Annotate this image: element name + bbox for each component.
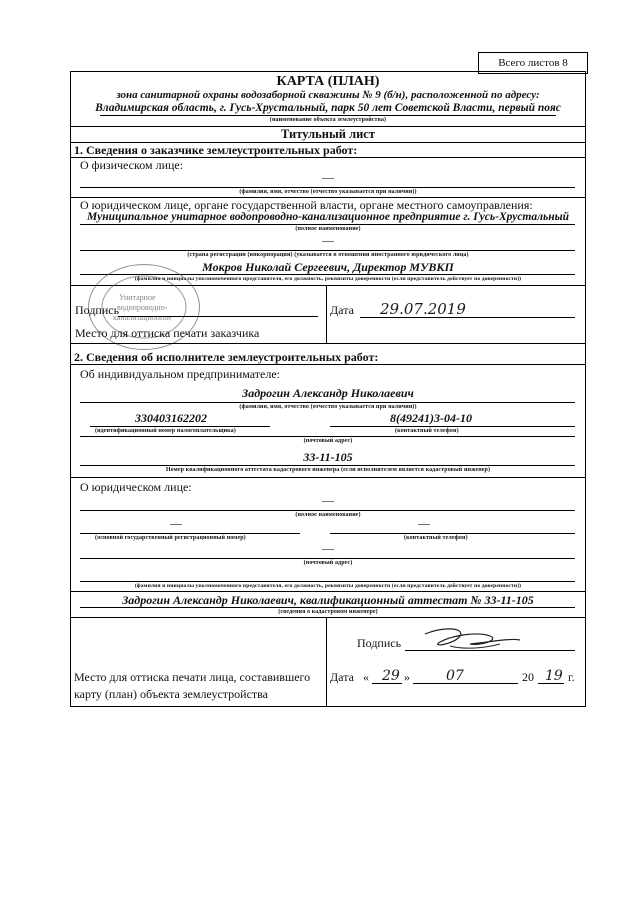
contractor-name: Задрогин Александр Николаевич	[242, 386, 414, 400]
contractor-legal-label: О юридическом лице:	[80, 480, 192, 494]
field-underline	[330, 426, 575, 427]
contractor-date-year-suffix: 19	[545, 668, 563, 684]
contractor-phone: 8(49241)3-04-10	[390, 411, 472, 425]
field-underline	[80, 581, 575, 582]
field-underline	[90, 426, 270, 427]
divider	[70, 477, 586, 478]
signature-underline	[118, 316, 318, 317]
contractor-legal-dash: —	[322, 493, 334, 507]
contractor-entrepreneur-label: Об индивидуальном предпринимателе:	[80, 367, 280, 381]
divider	[70, 591, 586, 592]
contractor-certificate: 33-11-105	[303, 450, 353, 464]
customer-legal-name-caption: (полное наименование)	[295, 226, 361, 232]
sheets-count-label: Всего листов 8	[478, 52, 588, 74]
contractor-engineer-line: Задрогин Александр Николаевич, квалификационный аттестат № 33-11-105	[122, 593, 534, 607]
customer-country-caption: (страна регистрации (инкорпорации) (указывается в отношении иностранного юридического лица)	[187, 252, 469, 258]
contractor-name-caption: (фамилия, имя, отчество (отчество указывается при наличии))	[239, 404, 417, 410]
field-underline	[330, 533, 575, 534]
date-underline	[413, 683, 518, 684]
section-title: Титульный лист	[281, 127, 375, 141]
contractor-engineer-caption: (сведения о кадастровом инженере)	[278, 609, 378, 615]
customer-individual-dash: —	[322, 170, 334, 184]
customer-individual-label: О физическом лице:	[80, 158, 184, 172]
contractor-date-label: Дата	[330, 670, 354, 684]
field-underline	[80, 510, 575, 511]
contractor-stamp-label-line1: Место для оттиска печати лица, составившего	[74, 670, 311, 684]
contractor-date-month: 07	[446, 668, 464, 684]
date-underline	[372, 683, 402, 684]
document-subtitle-line1: зона санитарной охраны водозаборной скважины № 9 (б/н), расположенной по адресу:	[116, 89, 540, 101]
subtitle-underline	[100, 115, 556, 116]
divider	[70, 617, 586, 618]
contractor-heading: 2. Сведения об исполнителе землеустроительных работ:	[74, 350, 379, 364]
field-underline	[80, 402, 575, 403]
contractor-phone2-caption: (контактный телефон)	[404, 535, 468, 541]
date-close-quote: »	[404, 670, 410, 684]
divider	[326, 617, 327, 707]
subtitle-caption: (наименование объекта землеустройства)	[269, 117, 387, 123]
contractor-phone2-dash: —	[418, 516, 430, 530]
field-underline	[80, 558, 575, 559]
field-underline	[80, 607, 575, 608]
contractor-postal-dash: —	[322, 541, 334, 555]
contractor-address-caption: (почтовый адрес)	[303, 438, 353, 444]
field-underline	[80, 465, 575, 466]
stamp-text-line: Унитарное	[119, 293, 156, 302]
customer-legal-name: Муниципальное унитарное водопроводно-канализационное предприятие г. Гусь-Хрустальный	[86, 211, 570, 223]
contractor-postal-caption: (почтовый адрес)	[303, 560, 353, 566]
contractor-certificate-caption: Номер квалификационного аттестата кадастрового инженера (если исполнителем является кадастровый инженер)	[165, 467, 491, 473]
contractor-inn: 330403162202	[135, 411, 207, 425]
document-title: КАРТА (ПЛАН)	[276, 74, 380, 89]
contractor-reg-caption: (основной государственный регистрационный номер)	[95, 535, 246, 541]
contractor-inn-caption: (идентификационный номер налогоплательщика)	[95, 428, 236, 434]
customer-date-label: Дата	[330, 303, 354, 317]
customer-date-value: 29.07.2019	[380, 300, 466, 318]
date-open-quote: «	[363, 670, 369, 684]
field-underline	[80, 533, 300, 534]
customer-signature-label: Подпись	[75, 303, 120, 317]
field-underline	[80, 250, 575, 251]
customer-legal-dash: —	[322, 233, 334, 247]
field-underline	[80, 187, 575, 188]
contractor-legal-name-caption: (полное наименование)	[295, 512, 361, 518]
customer-legal-label: О юридическом лице, органе государственной власти, органе местного самоуправления:	[80, 198, 533, 212]
divider	[70, 364, 586, 365]
contractor-signature-label: Подпись	[357, 636, 402, 650]
contractor-date-year-unit: г.	[568, 670, 575, 684]
stamp-text-line: водопроводно-	[117, 303, 168, 312]
contractor-signature-icon	[410, 624, 530, 654]
date-underline	[360, 317, 575, 318]
customer-representative: Мокров Николай Сергеевич, Директор МУВКП	[202, 260, 454, 274]
customer-stamp-label: Место для оттиска печати заказчика	[75, 326, 260, 340]
contractor-date-day: 29	[382, 668, 400, 684]
contractor-reg-dash: —	[170, 516, 182, 530]
customer-individual-caption: (фамилия, имя, отчество (отчество указывается при наличии))	[239, 189, 417, 195]
document-subtitle-line2: Владимирская область, г. Гусь-Хрустальный, парк 50 лет Советской Власти, первый пояс	[95, 102, 561, 114]
field-underline	[80, 436, 575, 437]
divider	[326, 285, 327, 343]
customer-heading: 1. Сведения о заказчике землеустроительных работ:	[74, 143, 358, 157]
contractor-representative-caption: (фамилия и инициалы уполномоченного представителя, его должность, реквизиты доверенности (если представитель действует по доверенности))	[134, 583, 522, 589]
contractor-phone-caption: (контактный телефон)	[395, 428, 459, 434]
customer-representative-caption: (фамилия и инициалы уполномоченного представителя, его должность, реквизиты доверенности (если представитель действует по доверенности))	[134, 276, 522, 282]
stamp-text-line: канализационное	[113, 313, 172, 322]
date-underline	[538, 683, 564, 684]
divider	[70, 343, 586, 344]
field-underline	[80, 224, 575, 225]
contractor-date-year-prefix: 20	[522, 670, 534, 684]
contractor-stamp-label-line2: карту (план) объекта землеустройства	[74, 687, 268, 701]
